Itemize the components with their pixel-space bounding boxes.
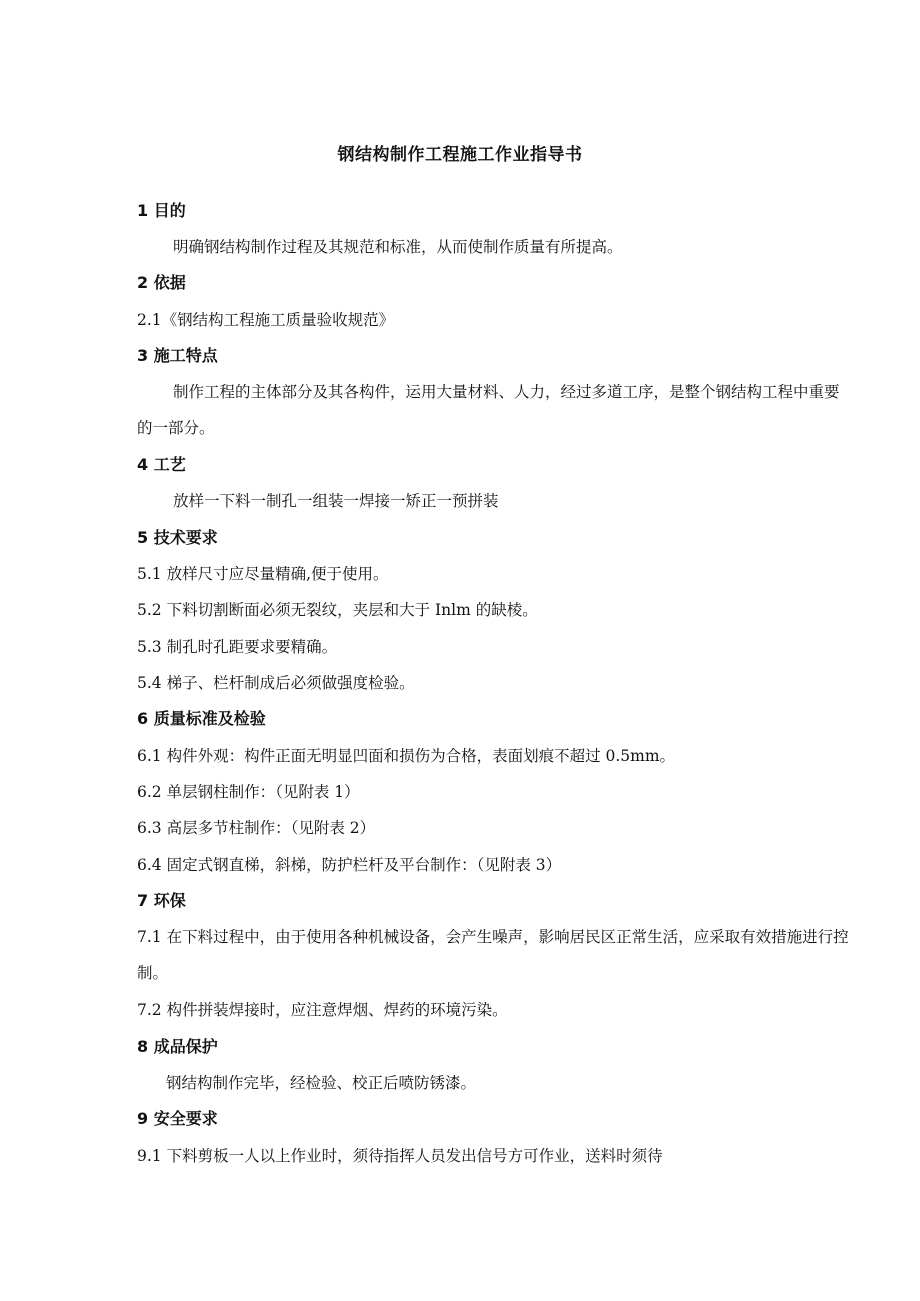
section-5-item-4: 5.4 梯子、栏杆制成后必须做强度检验。: [137, 674, 415, 692]
section-4-body: 放样一下料一制孔一组装一焊接一矫正一预拼装: [173, 492, 499, 510]
section-9-item-1: 9.1 下料剪板一人以上作业时，须待指挥人员发出信号方可作业，送料时须待: [137, 1147, 663, 1165]
section-6-heading: 6 质量标准及检验: [137, 709, 266, 728]
section-5-item-3: 5.3 制孔时孔距要求要精确。: [137, 638, 338, 656]
section-7-heading: 7 环保: [137, 891, 186, 910]
section-1-body: 明确钢结构制作过程及其规范和标准，从而使制作质量有所提高。: [173, 238, 623, 256]
section-7-item-2: 7.2 构件拼装焊接时，应注意焊烟、焊药的环境污染。: [137, 1001, 508, 1019]
section-2-item-1: 2.1《钢结构工程施工质量验收规范》: [137, 311, 395, 329]
section-1-heading: 1 目的: [137, 201, 186, 220]
section-5-heading: 5 技术要求: [137, 528, 218, 547]
section-5-item-1: 5.1 放样尺寸应尽量精确,便于使用。: [137, 565, 389, 583]
section-3-heading: 3 施工特点: [137, 346, 218, 365]
section-4-heading: 4 工艺: [137, 455, 186, 474]
section-8-body: 钢结构制作完毕，经检验、校正后喷防锈漆。: [166, 1074, 477, 1092]
section-5-item-2: 5.2 下料切割断面必须无裂纹，夹层和大于 Inlm 的缺棱。: [137, 601, 538, 619]
section-9-heading: 9 安全要求: [137, 1109, 218, 1128]
section-8-heading: 8 成品保护: [137, 1037, 218, 1056]
section-2-heading: 2 依据: [137, 273, 186, 292]
section-6-item-3: 6.3 高层多节柱制作：（见附表 2）: [137, 819, 376, 837]
section-6-item-4: 6.4 固定式钢直梯，斜梯，防护栏杆及平台制作：（见附表 3）: [137, 856, 562, 874]
section-3-body: 制作工程的主体部分及其各构件，运用大量材料、人力，经过多道工序，是整个钢结构工程中重要的一部分。: [137, 383, 840, 437]
section-6-item-2: 6.2 单层钢柱制作：（见附表 1）: [137, 783, 360, 801]
section-7-item-1: 7.1 在下料过程中，由于使用各种机械设备，会产生噪声，影响居民区正常生活，应采取有效措施进行控制。: [137, 928, 849, 982]
section-6-item-1: 6.1 构件外观：构件正面无明显凹面和损伤为合格，表面划痕不超过 0.5mm。: [137, 747, 676, 765]
document-title: 钢结构制作工程施工作业指导书: [337, 145, 583, 165]
